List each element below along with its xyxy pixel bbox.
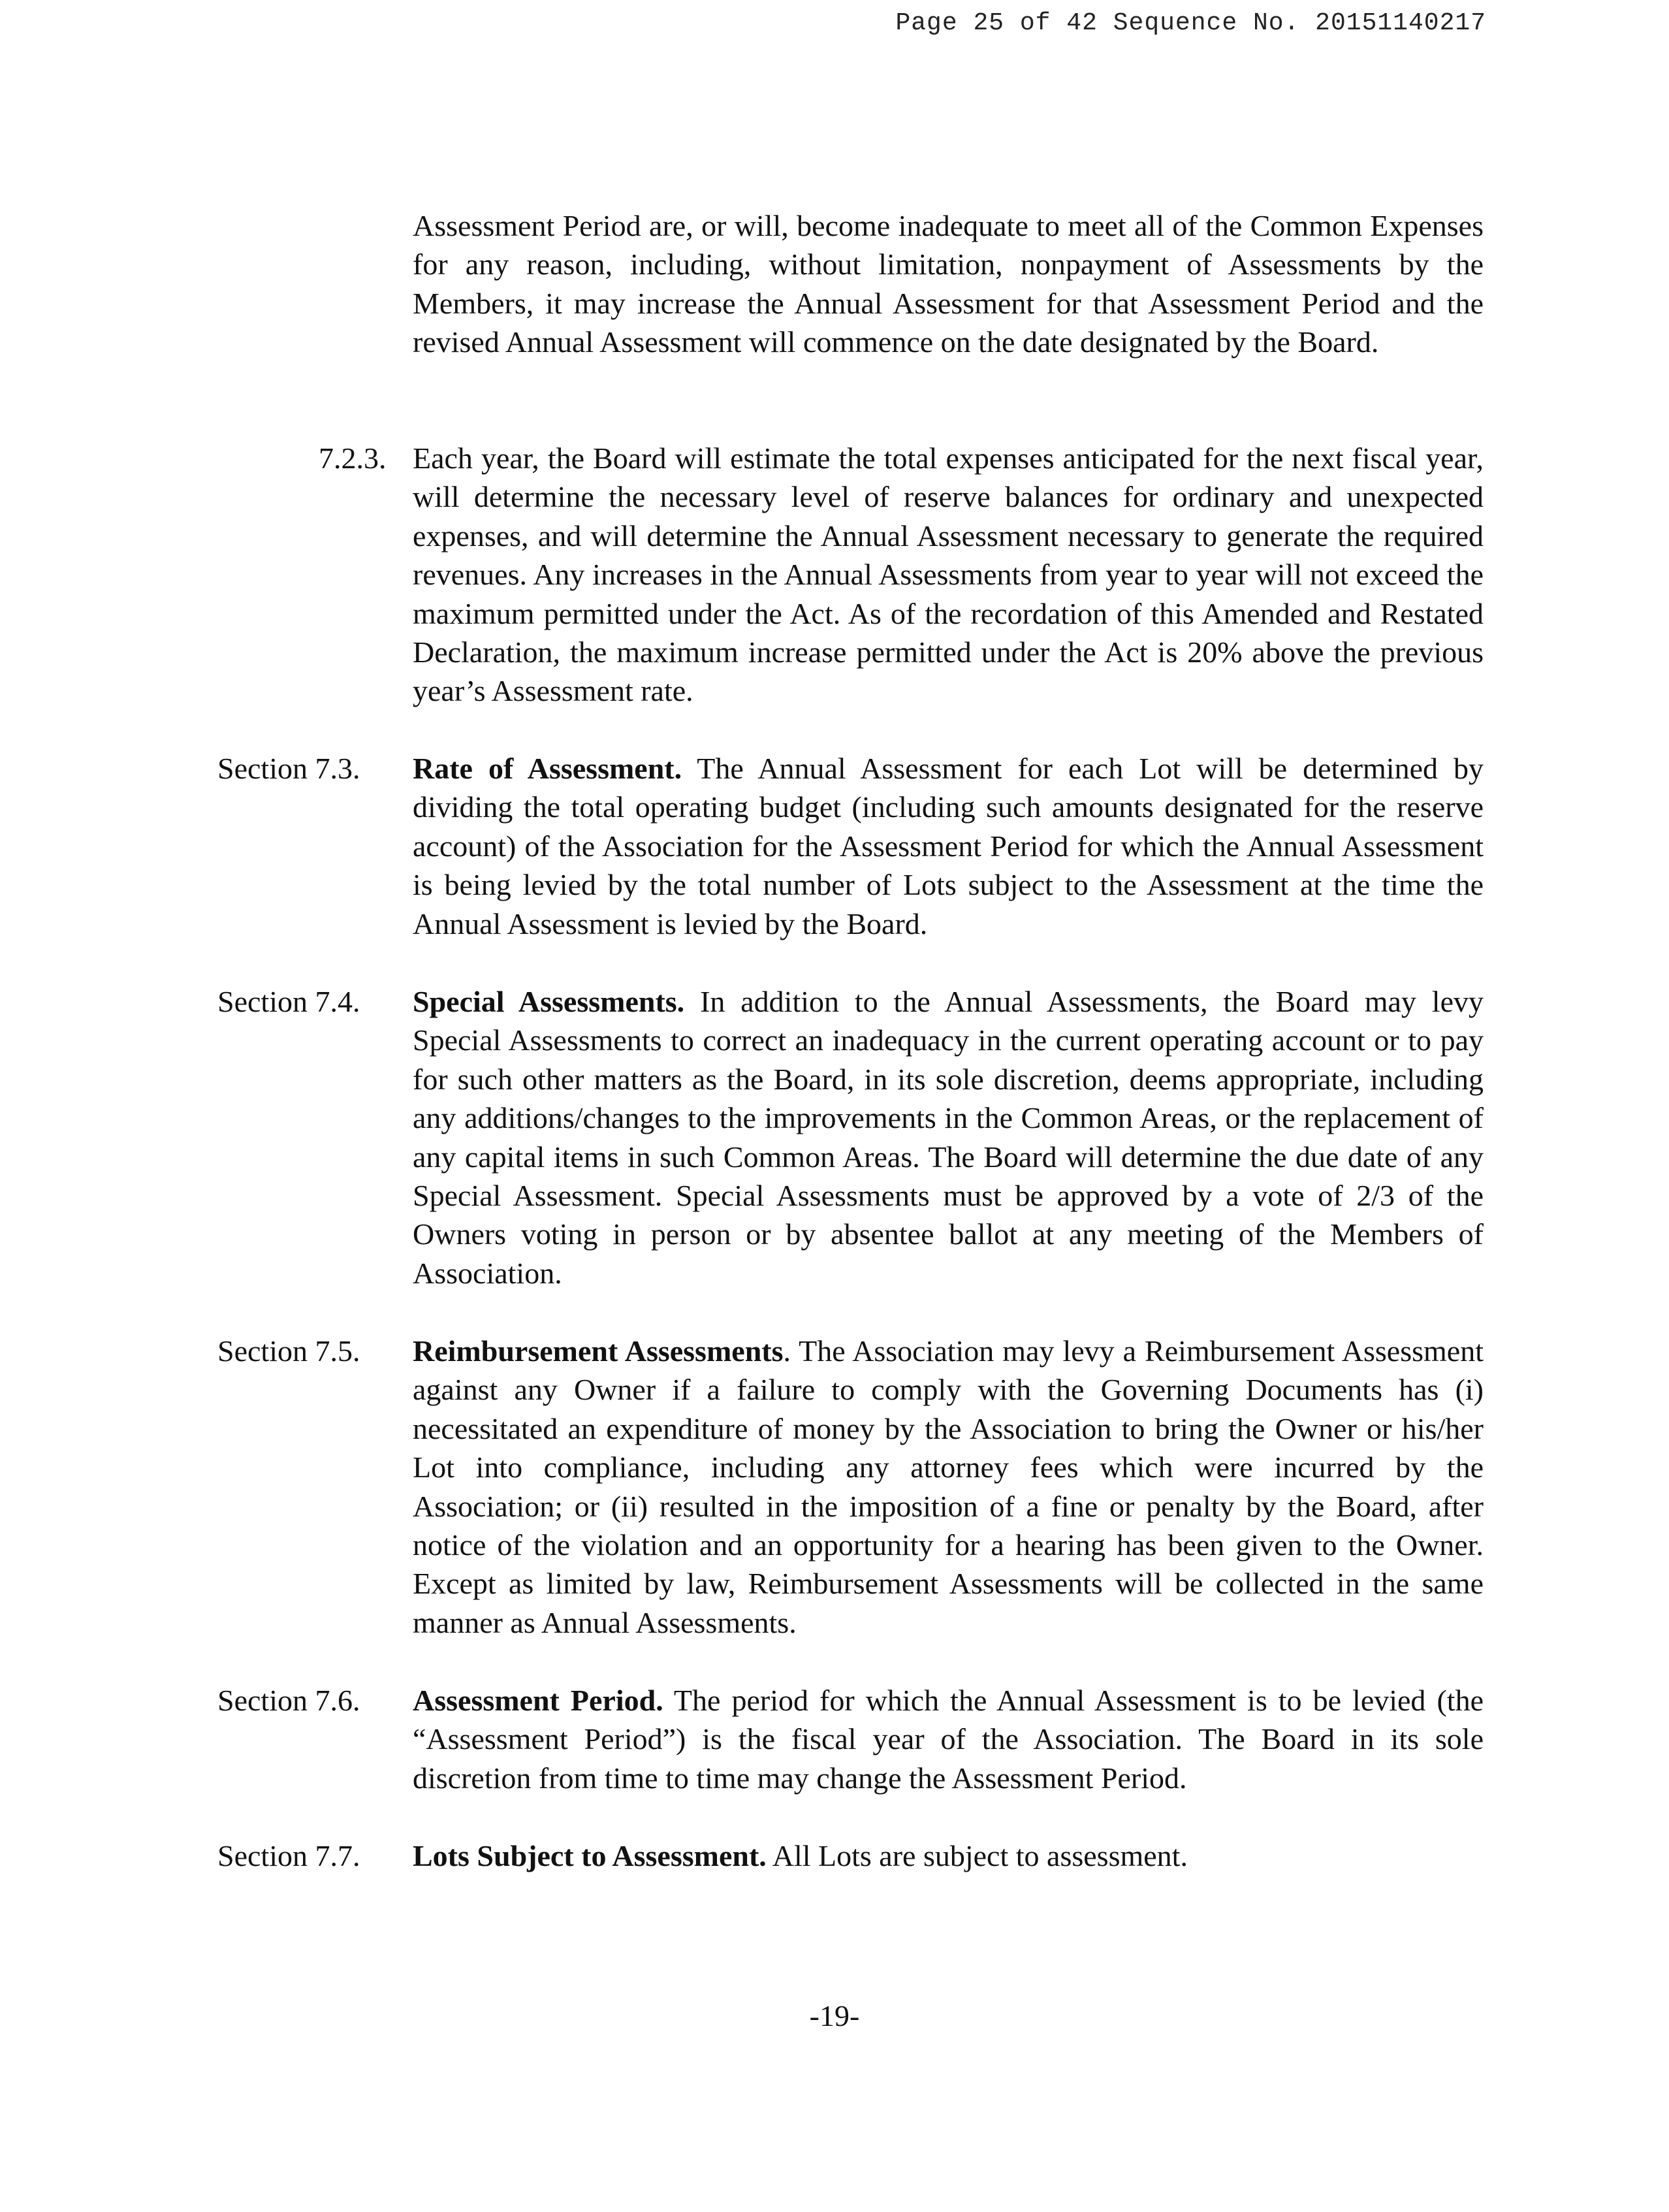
section-7-4-text [413,982,1484,1292]
section-7-4-body: In addition to the Annual Assessments, the Board may levy Special Assessments to correct an inadequacy in the current operating account or to pay for such other matters as the Board, in its sole discretion, deems appropriate, including any additions/changes to the improvements in the Common Areas, or the replacement of any capital items in such Common Areas. The Board will determine the due date of any Special Assessment. Special Assessments must be approved by a vote of 2/3 of the Owners voting in person or by absentee ballot at any meeting of the Members of Association. [413,985,1484,1290]
section-7-5-text [413,1332,1484,1642]
paragraph-7-2-3-text: Each year, the Board will estimate the total expenses anticipated for the next fiscal year, will determine the necessary level of reserve balances for ordinary and unexpected expenses, and will determine the Annual Assessment necessary to generate the required revenues. Any increases in the Annual Assessments from year to year will not exceed the maximum permitted under the Act. As of the recordation of this Amended and Restated Declaration, the maximum increase permitted under the Act is 20% above the previous year’s Assessment rate. [413,441,1484,708]
section-7-7-title: Lots Subject to Assessment. [413,1839,767,1872]
section-label-7-4: Section 7.4. [217,985,360,1018]
section-7-3-title: Rate of Assessment. [413,752,682,785]
section-7-4-title: Special Assessments. [413,985,685,1018]
paragraph-number-7-2-3: 7.2.3. [319,441,387,475]
section-7-5-title: Reimbursement Assessments [413,1334,784,1368]
section-7-6-text [413,1681,1484,1797]
section-label-7-5: Section 7.5. [217,1334,360,1368]
page-number: -19- [809,1999,860,2032]
section-7-7-body: All Lots are subject to assessment. [766,1839,1188,1872]
page-header: Page 25 of 42 Sequence No. 20151140217 [895,9,1486,37]
section-7-6-body: The period for which the Annual Assessment is to be levied (the “Assessment Period”) is the fiscal year of the Association. The Board in its sole discretion from time to time may change the Assessment Period. [413,1684,1484,1795]
intro-paragraph: Assessment Period are, or will, become inadequate to meet all of the Common Expenses for any reason, including, without limitation, nonpayment of Assessments by the Members, it may increase the Annual Assessment for that Assessment Period and the revised Annual Assessment will commence on the date designated by the Board. [413,209,1484,359]
section-label-7-6: Section 7.6. [217,1684,360,1717]
section-7-3-body: The Annual Assessment for each Lot will be determined by dividing the total operating budget (including such amounts designated for the reserve account) of the Association for the Assessment Period for which the Annual Assessment is being levied by the total number of Lots subject to the Assessment at the time the Annual Assessment is levied by the Board. [413,752,1484,940]
section-7-7-text [413,1836,1484,1875]
section-label-7-3: Section 7.3. [217,752,360,785]
section-7-5-body: . The Association may levy a Reimbursement Assessment against any Owner if a failure to comply with the Governing Documents has (i) necessitated an expenditure of money by the Association to bring the Owner or his/her Lot into compliance, including any attorney fees which were incurred by the Association; or (ii) resulted in the imposition of a fine or penalty by the Board, after notice of the violation and an opportunity for a hearing has been given to the Owner. Except as limited by law, Reimbursement Assessments will be collected in the same manner as Annual Assessments. [413,1334,1484,1639]
section-7-6-title: Assessment Period. [413,1684,663,1717]
section-7-3-text [413,749,1484,943]
section-label-7-7: Section 7.7. [217,1839,360,1872]
